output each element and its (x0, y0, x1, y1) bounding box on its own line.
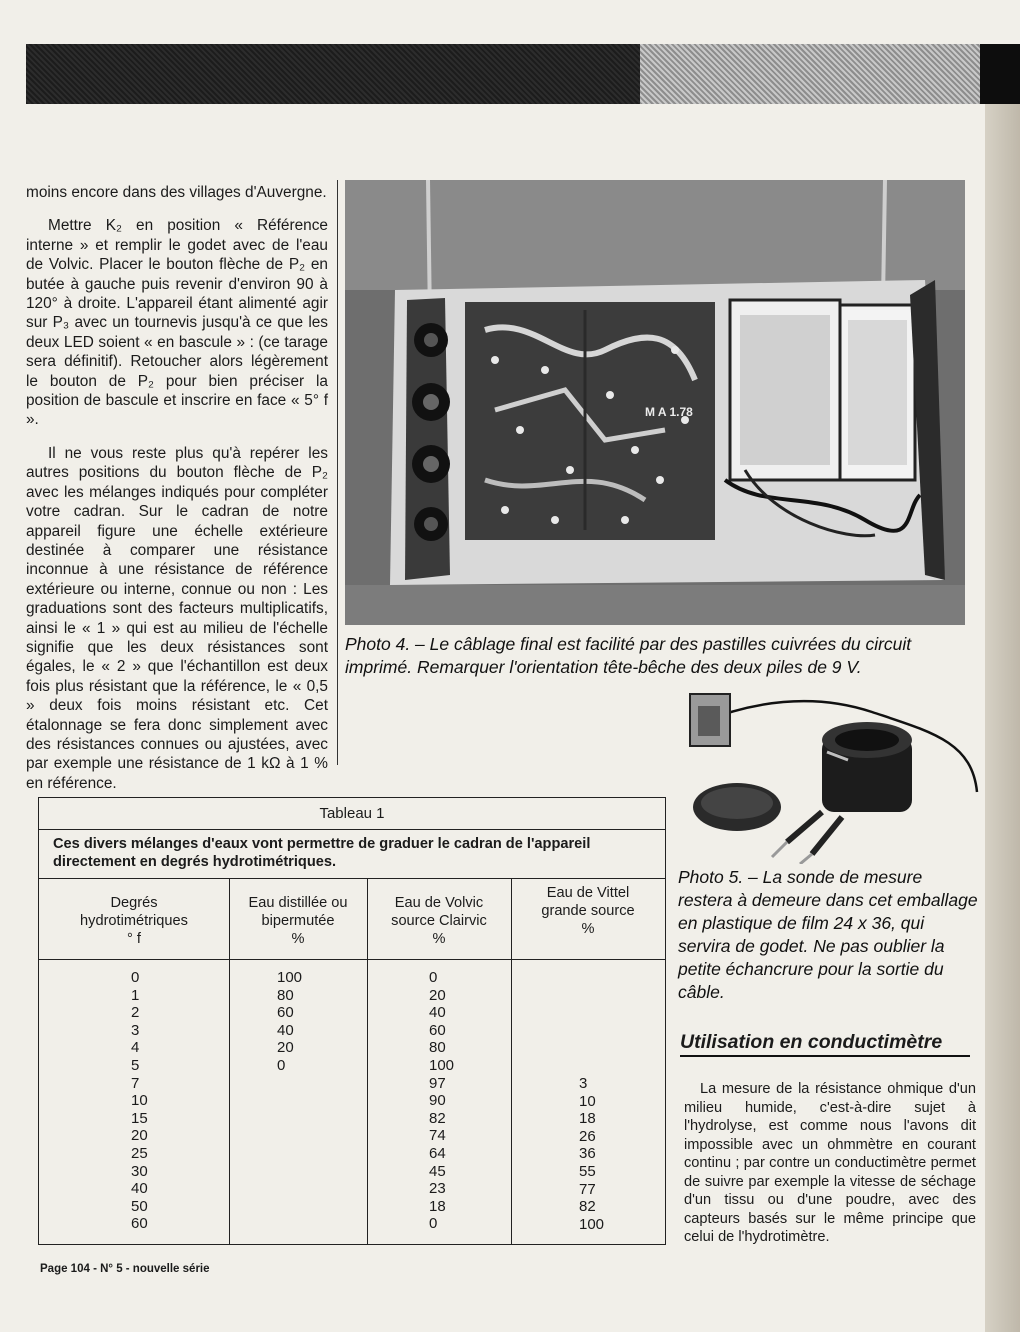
table-cell: 20 (277, 1039, 294, 1057)
table-header-volvic (367, 894, 511, 948)
table-cell: 10 (579, 1092, 596, 1110)
header-line: source Clairvic (391, 913, 487, 929)
table-cell: 2 (131, 1004, 140, 1022)
page-footer: Page 104 - N° 5 - nouvelle série (40, 1263, 210, 1275)
header-band-edge (980, 44, 1020, 104)
header-line: Eau de Vittel (546, 885, 630, 901)
table-title: Tableau 1 (39, 798, 665, 830)
table-cell: 1 (131, 986, 140, 1004)
table-cell: 23 (429, 1180, 446, 1198)
table-cell: 20 (429, 986, 446, 1004)
table-cell: 40 (429, 1004, 446, 1022)
header-line: Eau distillée ou (248, 895, 348, 911)
header-unit: % (291, 931, 305, 947)
table-cell: 25 (131, 1144, 148, 1162)
table-cell: 45 (429, 1162, 446, 1180)
header-line: Eau de Volvic (394, 895, 484, 911)
left-column (26, 183, 328, 807)
table-header-bottom-rule (39, 959, 665, 960)
table-cell: 64 (429, 1144, 446, 1162)
table-cell: 60 (429, 1021, 446, 1039)
header-unit: % (432, 931, 446, 947)
header-band-fade (640, 44, 980, 104)
table-column-degres (131, 969, 148, 1233)
table-cell: 30 (131, 1162, 148, 1180)
header-line: grande source (541, 903, 635, 919)
table-cell: 0 (131, 969, 140, 986)
photo-4-caption: Photo 4. – Le câblage final est facilité par des pastilles cuivrées du circuit imprimé. Remarquer l'orientation tête-bêche des deux piles de 9 V. (345, 634, 912, 677)
table-cell: 100 (579, 1215, 605, 1233)
header-line: Degrés (110, 895, 158, 911)
table-header-vittel (511, 884, 665, 938)
table-cell: 77 (579, 1180, 596, 1198)
paragraph-1: moins encore dans des villages d'Auvergne. (26, 184, 327, 201)
table-cell: 74 (429, 1127, 446, 1145)
table-cell: 15 (131, 1109, 148, 1127)
table-cell: 82 (579, 1198, 596, 1216)
photo-4-circuit-board (345, 180, 965, 625)
table-cell: 60 (277, 1004, 294, 1022)
section-paragraph: La mesure de la résistance ohmique d'un milieu humide, c'est-à-dire sujet à l'hydrolyse, est comme nous l'avons dit impossible avec un ohmmètre en courant continu ; par contre un conductimètre permet de suivre par exemple la vitesse de séchage d'un tissu ou d'une poudre, avec des capteurs basés sur le même principe que celui de l'hydrotimètre. (684, 1081, 976, 1245)
column-rule (337, 180, 338, 765)
table-cell: 55 (579, 1162, 596, 1180)
table-header-degres (39, 894, 229, 948)
table-cell: 100 (429, 1056, 455, 1074)
facing-page-edge (985, 104, 1020, 1332)
table-cell: 60 (131, 1215, 148, 1233)
table-cell: 3 (131, 1021, 140, 1039)
table-cell: 0 (429, 969, 438, 986)
table-cell: 26 (579, 1127, 596, 1145)
header-line: hydrotimétriques (80, 913, 188, 929)
table-column-vittel (579, 1075, 604, 1233)
table-column-distillee (277, 969, 302, 1075)
table-cell: 80 (429, 1039, 446, 1057)
section-title: Utilisation en conductimètre (680, 1031, 970, 1057)
table-cell: 100 (277, 969, 303, 986)
table-cell: 36 (579, 1145, 596, 1163)
header-unit: % (581, 921, 595, 937)
table-cell: 7 (131, 1074, 140, 1092)
table-1 (38, 797, 666, 1245)
header-band (26, 44, 1020, 104)
table-cell: 97 (429, 1074, 446, 1092)
table-column-volvic (429, 969, 454, 1233)
table-cell: 18 (429, 1197, 446, 1215)
header-line: bipermutée (261, 913, 335, 929)
table-cell: 40 (131, 1180, 148, 1198)
table-cell: 40 (277, 1021, 294, 1039)
table-cell: 5 (131, 1056, 140, 1074)
table-cell: 82 (429, 1109, 446, 1127)
table-cell: 0 (429, 1215, 438, 1233)
table-caption: Ces divers mélanges d'eaux vont permettre de graduer le cadran de l'appareil directement en degrés hydrotimétriques. (53, 836, 591, 870)
table-cell: 80 (277, 986, 294, 1004)
table-cell: 0 (277, 1056, 286, 1074)
table-cell: 18 (579, 1110, 596, 1128)
board-marking: M A 1.78 (645, 405, 693, 419)
photo-5-probe (672, 682, 982, 864)
header-unit: ° f (127, 931, 141, 947)
table-header-top-rule (39, 878, 665, 879)
table-cell: 3 (579, 1075, 588, 1092)
photo-5-caption: Photo 5. – La sonde de mesure restera à demeure dans cet emballage en plastique de film 24 x 36, qui servira de godet. Ne pas oublier la petite échancrure pour la sortie du câble. (678, 867, 978, 1002)
section-text (684, 1080, 976, 1247)
table-cell: 10 (131, 1092, 148, 1110)
table-cell: 4 (131, 1039, 140, 1057)
table-header-distillee (229, 894, 367, 948)
paragraph-3: Il ne vous reste plus qu'à repérer les autres positions du bouton flèche de P₂ avec les mélanges indiqués pour compléter votre cadran. Sur le cadran de notre appareil figure une échelle extérieure destinée à comparer une résistance inconnue à une résistance de référence extérieure ou interne, connue ou non : Les graduations sont des facteurs multiplicatifs, ainsi le « 1 » qui est au milieu de l'échelle signifie que les deux résistances sont égales, le « 2 » que l'échantillon est deux fois plus résistant que la référence, le « 0,5 » deux fois moins résistant etc. Cet étalonnage se fera donc simplement avec des résistances connues ou ajustées, avec par exemple une résistance de 1 kΩ à 1 % en référence. (26, 444, 328, 792)
paragraph-2: Mettre K₂ en position « Référence interne » et remplir le godet avec de l'eau de Volvic. Placer le bouton flèche de P₂ en butée à gauche puis revenir d'environ 90 à 120° à droite. L'appareil étant alimenté agir sur P₃ avec un tournevis jusqu'à ce que les deux LED soient « en bascule » : (ce tarage sera définitif). Retoucher alors légèrement le bouton de P₂ pour bien préciser la position de bascule et inscrire en face « 5° f ». (26, 217, 328, 429)
table-cell: 20 (131, 1127, 148, 1145)
table-cell: 50 (131, 1197, 148, 1215)
table-cell: 90 (429, 1092, 446, 1110)
